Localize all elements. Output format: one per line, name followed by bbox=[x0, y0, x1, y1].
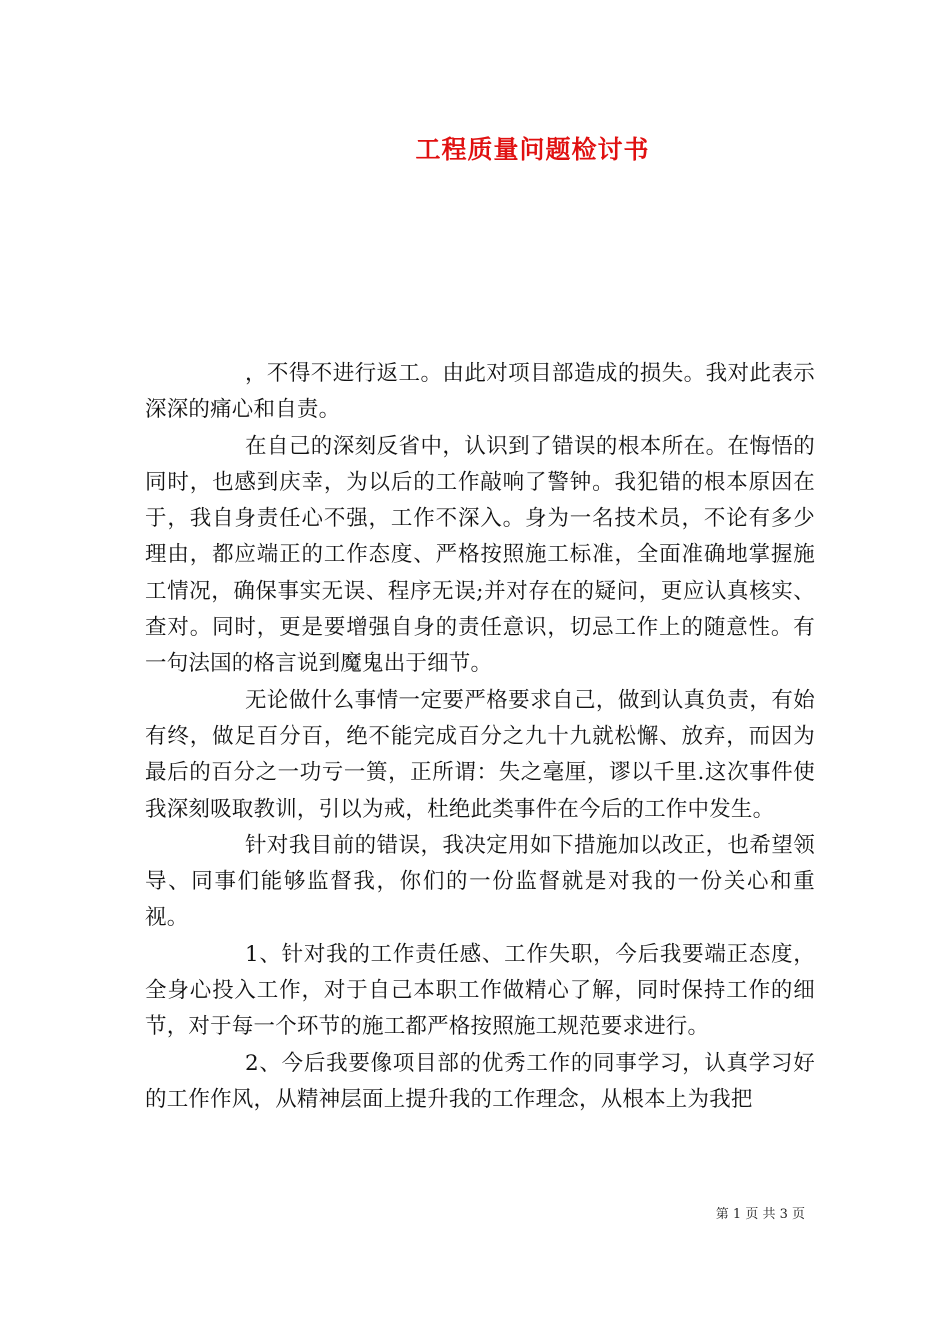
paragraph-5: 1、针对我的工作责任感、工作失职，今后我要端正态度，全身心投入工作，对于自己本职工作做精心了解，同时保持工作的细节，对于每一个环节的施工都严格按照施工规范要求进行。 bbox=[145, 941, 815, 1040]
page-number-footer: 第 1 页 共 3 页 bbox=[715, 1207, 805, 1222]
document-body bbox=[145, 356, 815, 1118]
document-title: 工程质量问题检讨书 bbox=[415, 135, 650, 164]
paragraph-3: 无论做什么事情一定要严格要求自己，做到认真负责，有始有终，做足百分百，绝不能完成百分之九十九就松懈、放弃，而因为最后的百分之一功亏一篑，正所谓：失之毫厘，谬以千里.这次事件使我深刻吸取教训，引以为戒，杜绝此类事件在今后的工作中发生。 bbox=[145, 687, 815, 822]
paragraph-1: ，不得不进行返工。由此对项目部造成的损失。我对此表示深深的痛心和自责。 bbox=[145, 361, 815, 423]
paragraph-2: 在自己的深刻反省中，认识到了错误的根本所在。在悔悟的同时，也感到庆幸，为以后的工作敲响了警钟。我犯错的根本原因在于，我自身责任心不强，工作不深入。身为一名技术员，不论有多少理由，都应端正的工作态度、严格按照施工标准，全面准确地掌握施工情况，确保事实无误、程序无误;并对存在的疑问，更应认真核实、查对。同时，更是要增强自身的责任意识，切忌工作上的随意性。有一句法国的格言说到魔鬼出于细节。 bbox=[145, 433, 815, 677]
paragraph-6: 2、今后我要像项目部的优秀工作的同事学习，认真学习好的工作作风，从精神层面上提升我的工作理念，从根本上为我把 bbox=[145, 1050, 815, 1112]
paragraph-4: 针对我目前的错误，我决定用如下措施加以改正，也希望领导、同事们能够监督我，你们的一份监督就是对我的一份关心和重视。 bbox=[145, 832, 815, 931]
